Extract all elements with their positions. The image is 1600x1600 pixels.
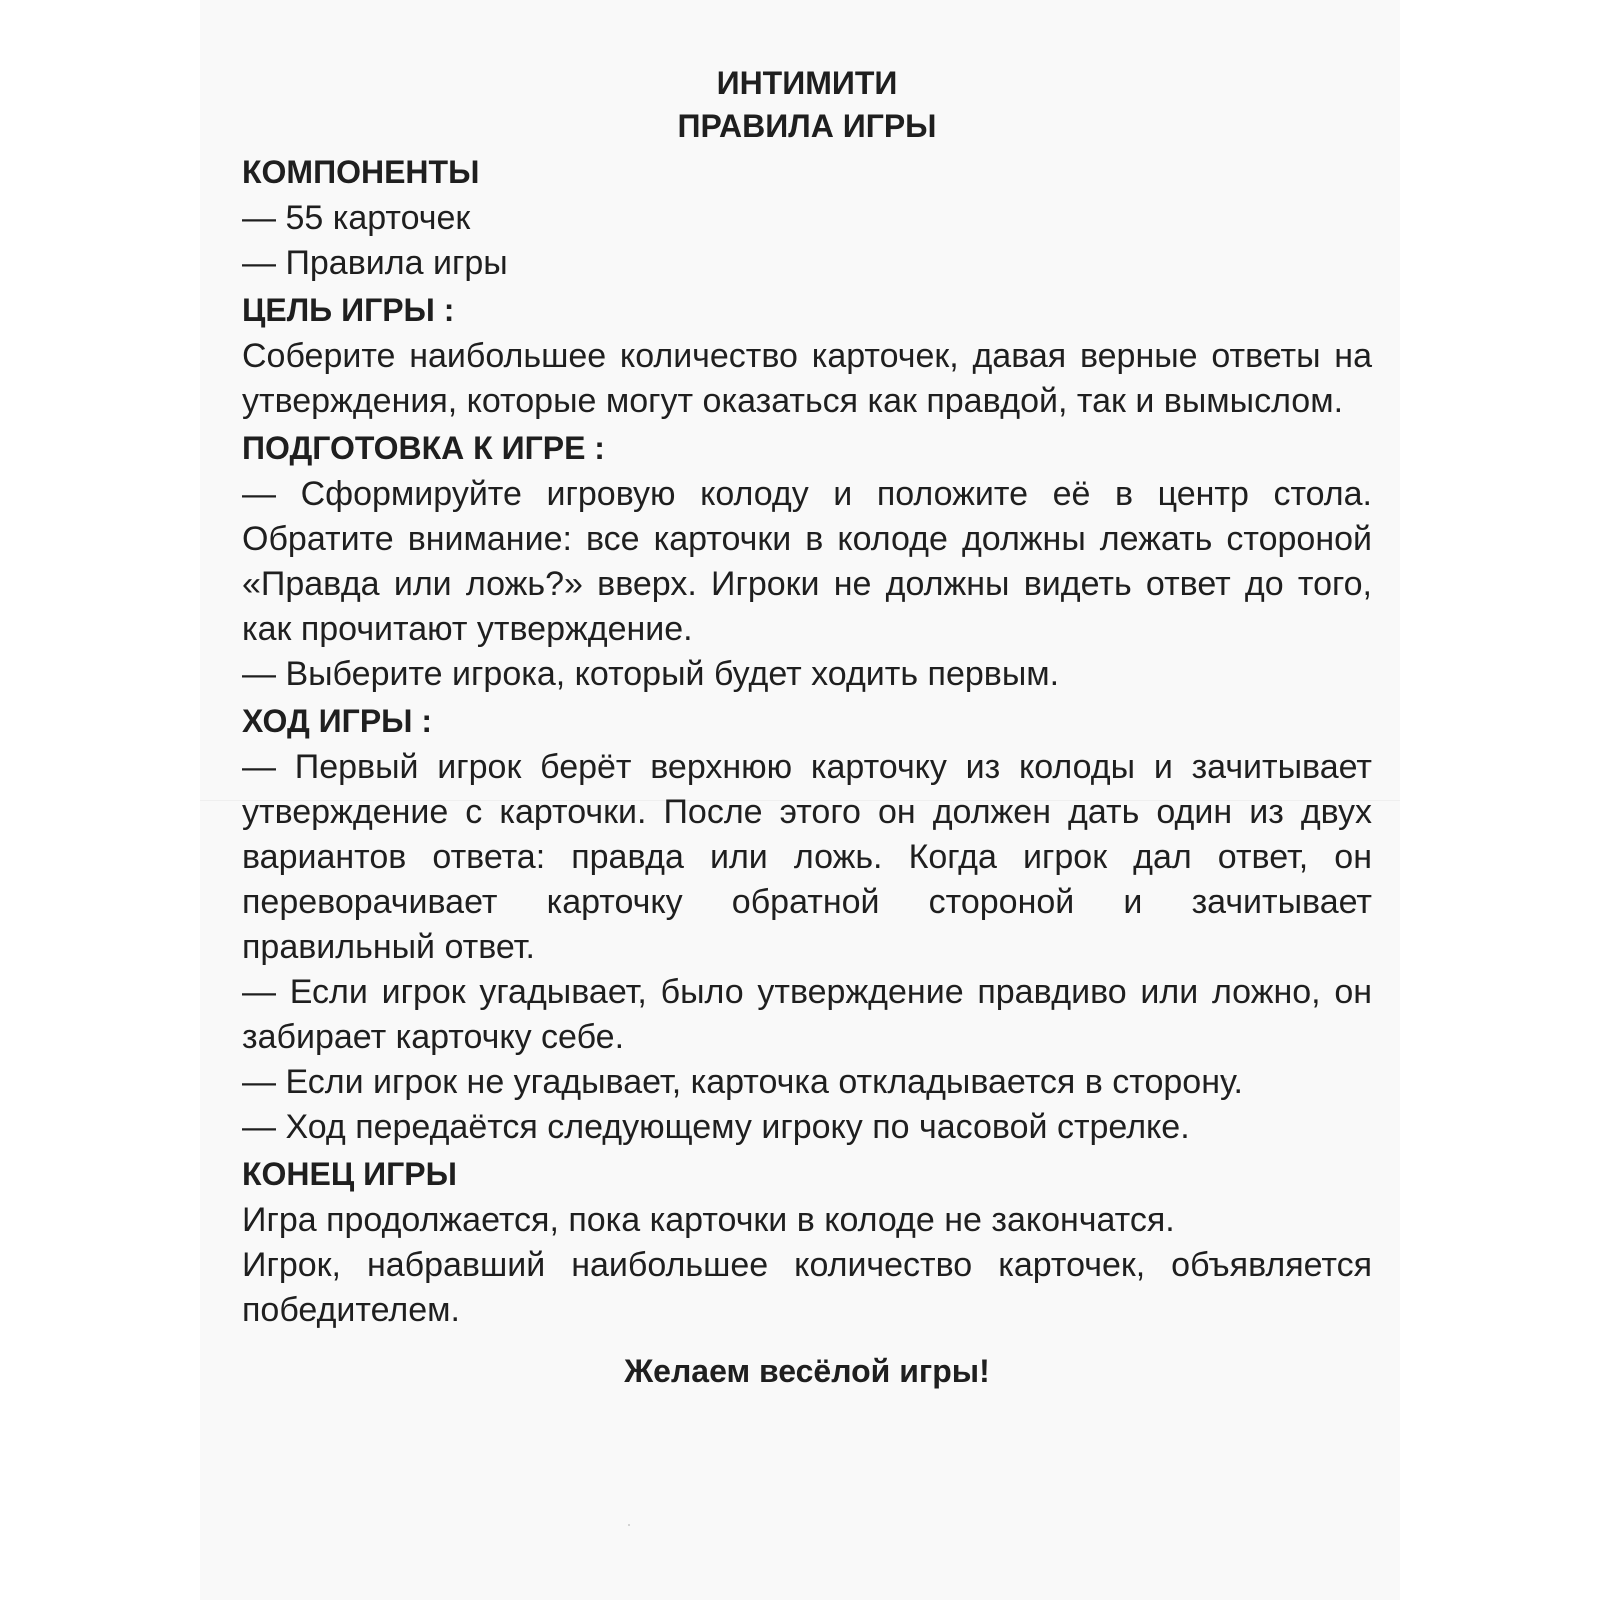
rules-content bbox=[242, 62, 1372, 1426]
goal-heading: ЦЕЛЬ ИГРЫ : bbox=[242, 292, 455, 328]
setup-item: — Сформируйте игровую колоду и положите её в центр стола. Обратите внимание: все карточки в колоде должны лежать стороной «Правда или ложь?» вверх. Игроки не должны видеть ответ до того, как прочитают утверждение. bbox=[242, 475, 1372, 648]
closing-wish: Желаем весёлой игры! bbox=[624, 1353, 990, 1389]
gameplay-item: — Ход передаётся следующему игроку по часовой стрелке. bbox=[242, 1108, 1190, 1146]
components-heading: КОМПОНЕНТЫ bbox=[242, 154, 480, 190]
end-paragraph: Игра продолжается, пока карточки в колоде не закончатся. bbox=[242, 1201, 1175, 1239]
goal-text: Соберите наибольшее количество карточек, давая верные ответы на утверждения, которые могут оказаться как правдой, так и вымыслом. bbox=[242, 337, 1372, 420]
end-paragraph: Игрок, набравший наибольшее количество карточек, объявляется победителем. bbox=[242, 1246, 1372, 1329]
end-heading: КОНЕЦ ИГРЫ bbox=[242, 1156, 457, 1192]
gameplay-heading: ХОД ИГРЫ : bbox=[242, 703, 433, 739]
setup-item: — Выберите игрока, который будет ходить первым. bbox=[242, 655, 1060, 693]
gameplay-item: — Если игрок угадывает, было утверждение правдиво или ложно, он забирает карточку себе. bbox=[242, 973, 1372, 1056]
gameplay-item: — Первый игрок берёт верхнюю карточку из колоды и зачитывает утверждение с карточки. После этого он должен дать один из двух вариантов ответа: правда или ложь. Когда игрок дал ответ, он переворачивает карточку обратной стороной и зачитывает правильный ответ. bbox=[242, 748, 1372, 966]
component-item: — 55 карточек bbox=[242, 199, 471, 237]
rules-sheet bbox=[200, 0, 1400, 1600]
game-title: ИНТИМИТИ bbox=[716, 65, 898, 101]
rules-title: ПРАВИЛА ИГРЫ bbox=[677, 108, 937, 144]
setup-heading: ПОДГОТОВКА К ИГРЕ : bbox=[242, 430, 605, 466]
gameplay-item: — Если игрок не угадывает, карточка откладывается в сторону. bbox=[242, 1063, 1244, 1101]
paper-speck bbox=[628, 1524, 630, 1526]
component-item: — Правила игры bbox=[242, 244, 508, 282]
